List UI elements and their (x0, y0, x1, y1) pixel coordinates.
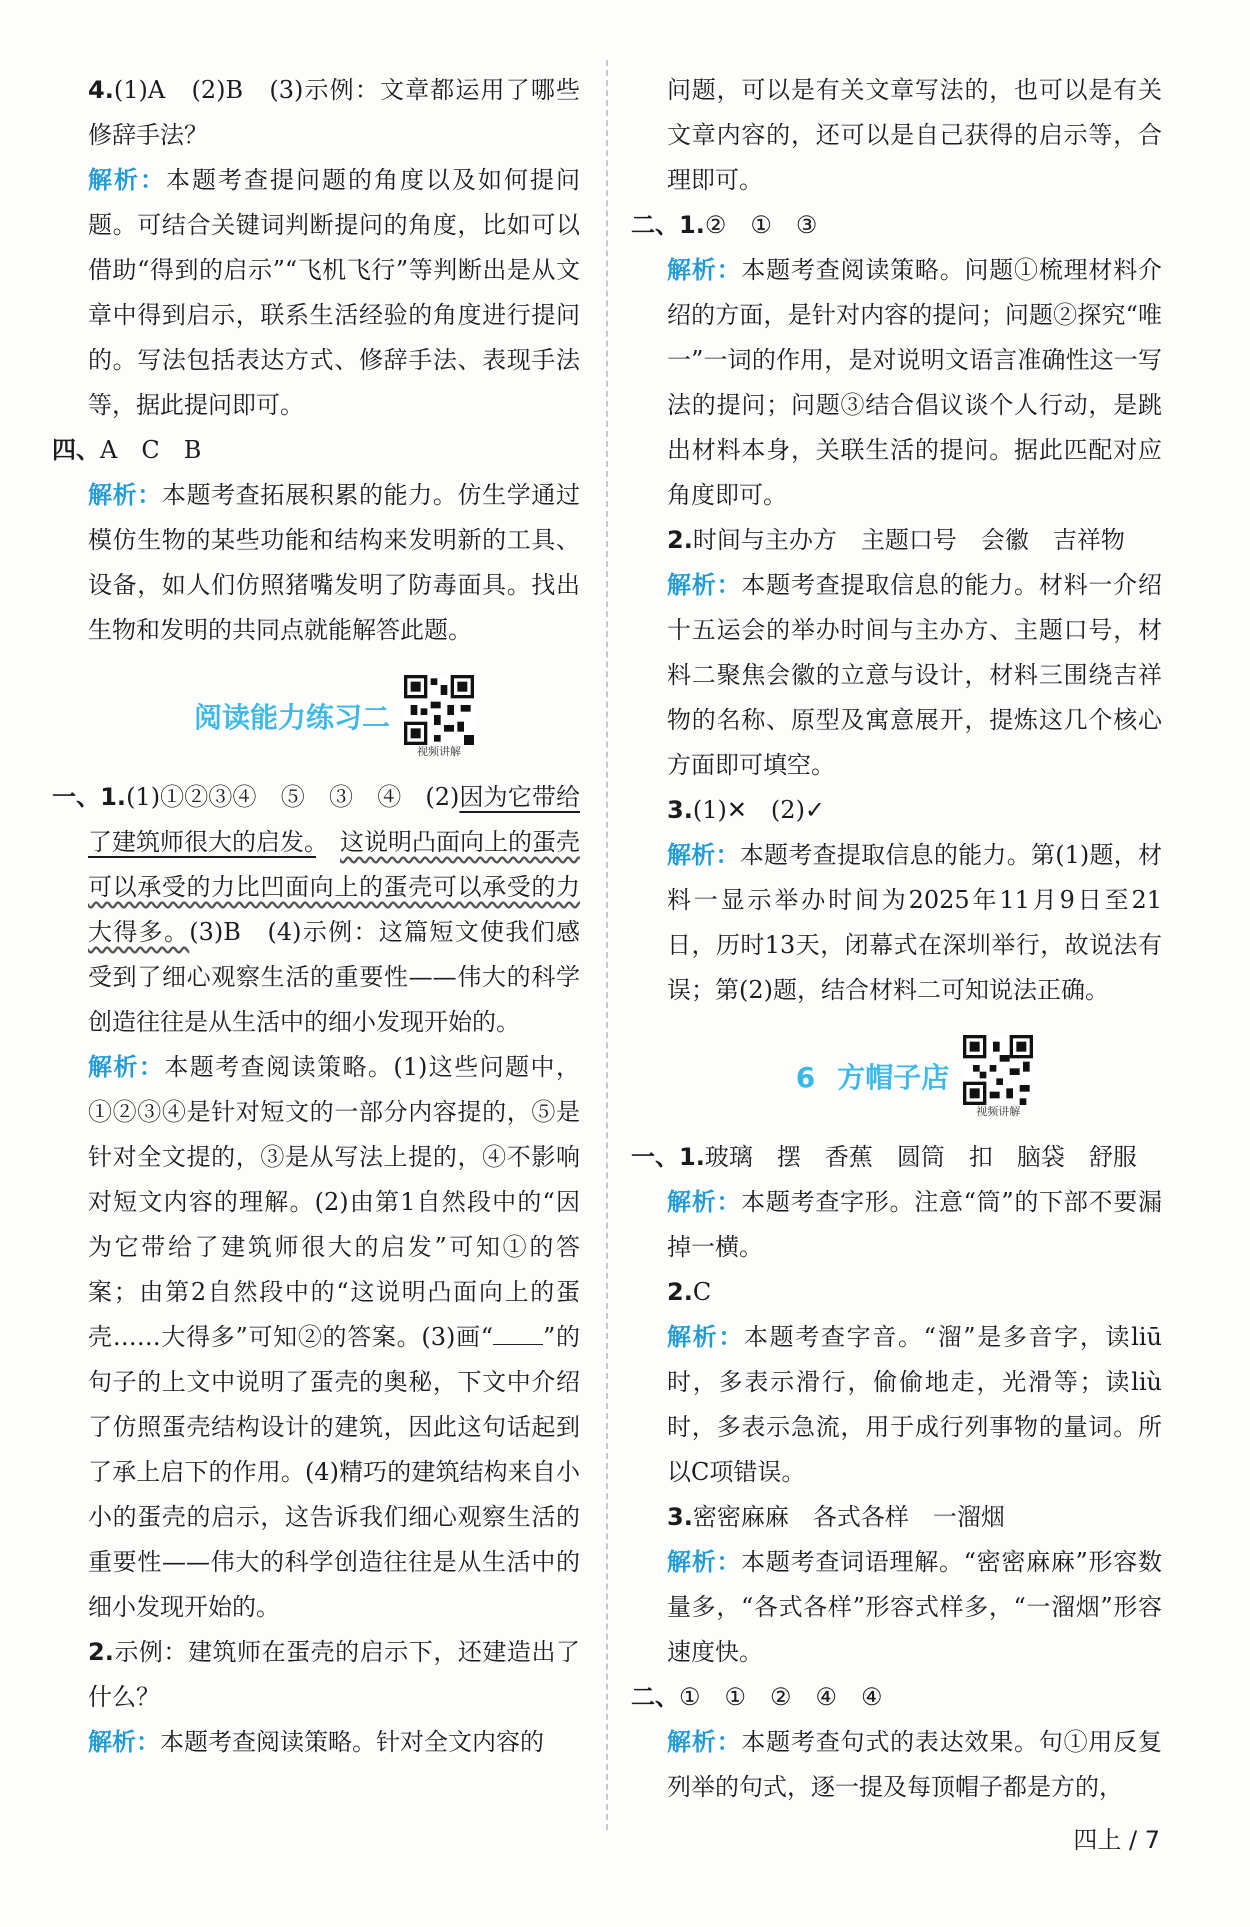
column-divider (606, 60, 608, 1830)
lesson-title-block (667, 1027, 1162, 1127)
analysis-text: 本题考查提取信息的能力。材料一介绍十五运会的举办时间与主办方、主题口号，材料二聚焦会徽的立意与设计，材料三围绕吉祥物的名称、原型及寓意展开，提炼这几个核心方面即可填空。 (667, 571, 1163, 779)
qr-code-block[interactable] (963, 1035, 1033, 1119)
analysis-label: 解析： (667, 1323, 744, 1351)
analysis-label: 解析： (667, 256, 742, 284)
answer-text: (1)✕ (2)✓ (692, 796, 826, 824)
answer-text: A C B (100, 436, 202, 464)
analysis-label: 解析： (667, 1728, 742, 1756)
qr-caption: 视频讲解 (417, 745, 461, 758)
analysis-label: 解析： (667, 1548, 742, 1576)
lesson-name: 方帽子店 (837, 1060, 950, 1094)
s2q3-explanation (667, 833, 1162, 1013)
answer-text: ① ① ② ④ ④ (679, 1683, 883, 1711)
analysis-label: 解析： (667, 1188, 742, 1216)
analysis-text: ”的句子的上文中说明了蛋壳的奥秘，下文中介绍了仿照蛋壳结构设计的建筑，因此这句话起到了承上启下的作用。(4)精巧的建筑结构来自小小的蛋壳的启示，这告诉我们细心观察生活的重要性——伟大的科学创造往往是从生活中的细小发现开始的。 (88, 1323, 580, 1621)
answer-text: (3)B (4)示例：这篇短文使我们感受到了细心观察生活的重要性——伟大的科学创造往往是从生活中的细小发现开始的。 (88, 918, 580, 1036)
answer-text: 示例：建筑师在蛋壳的启示下，还建造出了什么？ (88, 1638, 580, 1711)
q1-explanation (88, 1045, 580, 1630)
section-title: 阅读能力练习二 (193, 700, 390, 734)
answer-text: ② ① ③ (704, 211, 818, 239)
answer-text: 时间与主办方 主题口号 会徽 吉祥物 (692, 526, 1125, 554)
s2q2-answer (667, 518, 1162, 563)
right-column (631, 68, 1163, 1810)
l2-explanation (667, 1315, 1162, 1495)
s2q2-explanation (667, 563, 1162, 788)
qr-code-icon[interactable] (404, 675, 474, 745)
answer-text: C (692, 1278, 712, 1306)
q-number: 3. (667, 796, 693, 824)
section4-explanation (88, 473, 580, 653)
s2q1-explanation (667, 248, 1162, 518)
analysis-text: 本题考查拓展积累的能力。仿生学通过模仿生物的某些功能和结构来发明新的工具、设备，如人们仿照猪嘴发明了防毒面具。找出生物和发明的共同点就能解答此题。 (88, 481, 581, 644)
l3-explanation (667, 1540, 1162, 1675)
analysis-label: 解析： (88, 481, 162, 509)
section-number: 一、 (631, 1143, 679, 1171)
analysis-text: 本题考查提问题的角度以及如何提问题。可结合关键词判断提问的角度，比如可以借助“得到的启示”“飞机飞行”等判断出是从文章中得到启示，联系生活经验的角度进行提问的。写法包括表达方式、修辞手法、表现手法等，据此提问即可。 (88, 166, 580, 419)
analysis-label: 解析： (88, 1728, 160, 1756)
qr-code-icon[interactable] (963, 1035, 1033, 1105)
s2q3-answer (667, 788, 1162, 833)
q-number: 1. (679, 1143, 705, 1171)
q2-answer (88, 1630, 580, 1720)
answer-text: 密密麻麻 各式各样 一溜烟 (692, 1503, 1005, 1531)
q1-answer (52, 775, 581, 1045)
analysis-text: 本题考查阅读策略。(1)这些问题中，①②③④是针对短文的一部分内容提的，⑤是针对全文提的，③是从写法上提的，④不影响对短文内容的理解。(2)由第1自然段中的“因为它带给了建筑师很大的启发”可知①的答案；由第2自然段中的“这说明凸面向上的蛋壳……大得多”可知②的答案。(3)画“ (88, 1053, 581, 1351)
blank-line (493, 1322, 543, 1345)
analysis-text: 本题考查提取信息的能力。第(1)题，材料一显示举办时间为2025年11月9日至21日，历时13天，闭幕式在深圳举行，故说法有误；第(2)题，结合材料二可知说法正确。 (667, 841, 1163, 1004)
qr-code-block[interactable] (404, 675, 474, 759)
section4-answer (52, 428, 580, 473)
analysis-label: 解析： (667, 841, 740, 869)
section-title-block (88, 667, 580, 767)
analysis-text: 本题考查阅读策略。针对全文内容的 (160, 1728, 544, 1756)
section-number: 一、 (52, 783, 101, 811)
s2q1-answer (631, 203, 1162, 248)
left-column (52, 68, 581, 1765)
l3-answer (667, 1495, 1162, 1540)
section-number: 二、 (631, 211, 679, 239)
analysis-label: 解析： (88, 1053, 165, 1081)
q-number: 4. (88, 76, 114, 104)
l1-answer (631, 1135, 1162, 1180)
q-number: 2. (667, 1278, 693, 1306)
analysis-text: 本题考查字音。“溜”是多音字，读liū时，多表示滑行，偷偷地走，光滑等；读liù时，多表示急流，用于成行列事物的量词。所以C项错误。 (667, 1323, 1162, 1486)
l1-explanation (667, 1180, 1162, 1270)
q-number: 1. (679, 211, 705, 239)
l2-answer (667, 1270, 1162, 1315)
page-footer: 四上 / 7 (1073, 1826, 1160, 1854)
q4-answer (88, 68, 580, 158)
analysis-text: 本题考查句式的表达效果。句①用反复列举的句式，逐一提及每顶帽子都是方的， (667, 1728, 1163, 1801)
underlined-sentence: 因为它带给了建筑师很大的启发。 (88, 783, 581, 856)
q-number: 2. (667, 526, 693, 554)
analysis-text: 本题考查字形。注意“筒”的下部不要漏掉一横。 (667, 1188, 1162, 1261)
lesson-number: 6 (795, 1060, 816, 1094)
lesson-title (796, 1055, 950, 1100)
analysis-text: 本题考查阅读策略。问题①梳理材料介绍的方面，是针对内容的提问；问题②探究“唯一”一词的作用，是对说明文语言准确性这一写法的提问；问题③结合倡议谈个人行动，是跳出材料本身，关联生活的提问。据此匹配对应角度即可。 (667, 256, 1163, 509)
section-number: 四、 (52, 436, 100, 464)
analysis-label: 解析： (88, 166, 166, 194)
q-number: 1. (100, 783, 127, 811)
l4-explanation (667, 1720, 1162, 1810)
qr-caption: 视频讲解 (976, 1105, 1021, 1118)
answer-text: 玻璃 摆 香蕉 圆筒 扣 脑袋 舒服 (704, 1143, 1137, 1171)
wavy-underlined-sentence: 这说明凸面向上的蛋壳可以承受的力比凹面向上的蛋壳可以承受的力大得多。 (88, 828, 580, 946)
q4-explanation (88, 158, 580, 428)
q-number: 3. (667, 1503, 693, 1531)
q2-explanation (88, 1720, 580, 1765)
answer-text: (1)①②③④ ⑤ ③ ④ (2) (126, 783, 460, 811)
answer-text: (1)A (2)B (3)示例：文章都运用了哪些修辞手法？ (88, 76, 580, 149)
section-number: 二、 (631, 1683, 679, 1711)
l4-answer (631, 1675, 1162, 1720)
continued-text: 问题，可以是有关文章写法的，也可以是有关文章内容的，还可以是自己获得的启示等，合理即可。 (667, 76, 1162, 194)
analysis-text: 本题考查词语理解。“密密麻麻”形容数量多，“各式各样”形容式样多，“一溜烟”形容速度快。 (667, 1548, 1162, 1666)
q-number: 2. (88, 1638, 114, 1666)
analysis-label: 解析： (667, 571, 742, 599)
